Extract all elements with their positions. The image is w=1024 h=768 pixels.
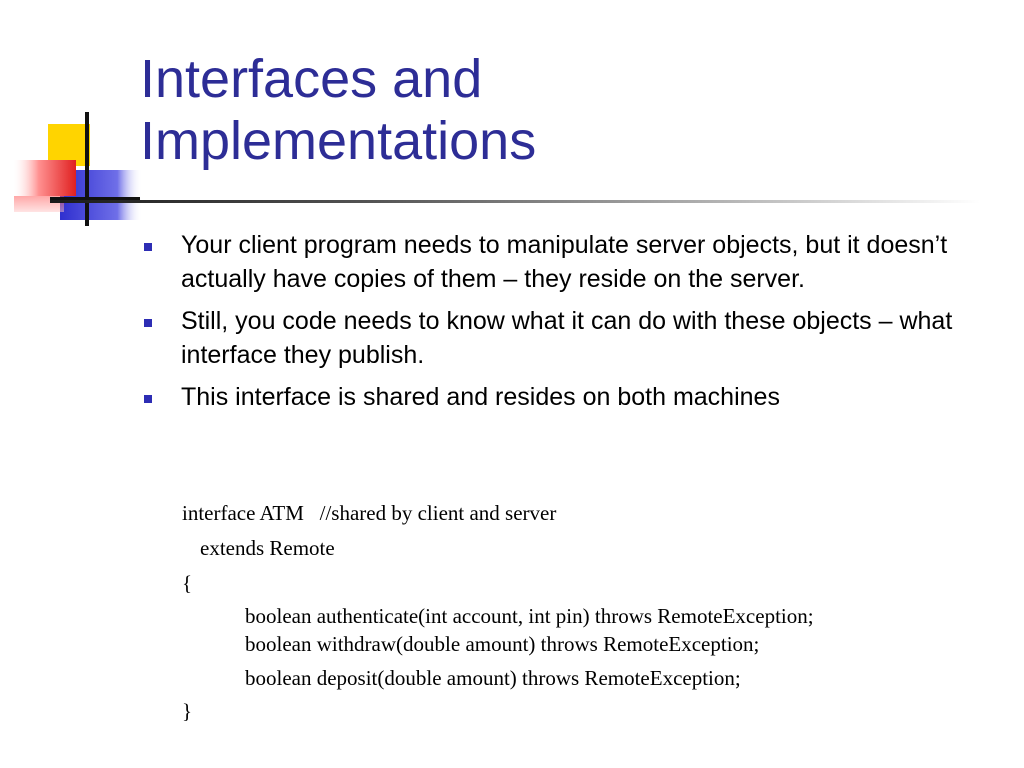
square-bullet-icon bbox=[144, 395, 152, 403]
code-line: boolean deposit(double amount) throws RemoteException; bbox=[245, 666, 741, 690]
title-line-2: Implementations bbox=[140, 111, 537, 171]
logo-red-bar bbox=[14, 160, 76, 196]
code-line: boolean withdraw(double amount) throws RemoteException; bbox=[245, 632, 760, 656]
square-bullet-icon bbox=[144, 319, 152, 327]
bullet-item bbox=[142, 304, 982, 372]
code-line: } bbox=[182, 699, 193, 723]
code-line: { bbox=[182, 571, 193, 595]
bullet-text: Still, you code needs to know what it can do with these objects – what interface they publish. bbox=[181, 307, 953, 369]
logo-vertical-line bbox=[85, 112, 89, 226]
code-line: boolean authenticate(int account, int pin) throws RemoteException; bbox=[245, 604, 814, 628]
logo-yellow-square bbox=[48, 124, 90, 166]
bullet-item bbox=[142, 380, 982, 414]
title-divider bbox=[50, 200, 980, 203]
bullet-item bbox=[142, 228, 982, 296]
bullet-text: This interface is shared and resides on both machines bbox=[181, 383, 780, 411]
square-bullet-icon bbox=[144, 243, 152, 251]
slide-title bbox=[140, 48, 960, 172]
title-line-1: Interfaces and bbox=[140, 49, 483, 109]
bullet-list bbox=[142, 228, 982, 422]
code-line: extends Remote bbox=[200, 536, 335, 560]
bullet-text: Your client program needs to manipulate server objects, but it doesn’t actually have copies of them – they reside on the server. bbox=[181, 231, 948, 293]
code-line: interface ATM //shared by client and server bbox=[182, 501, 557, 525]
